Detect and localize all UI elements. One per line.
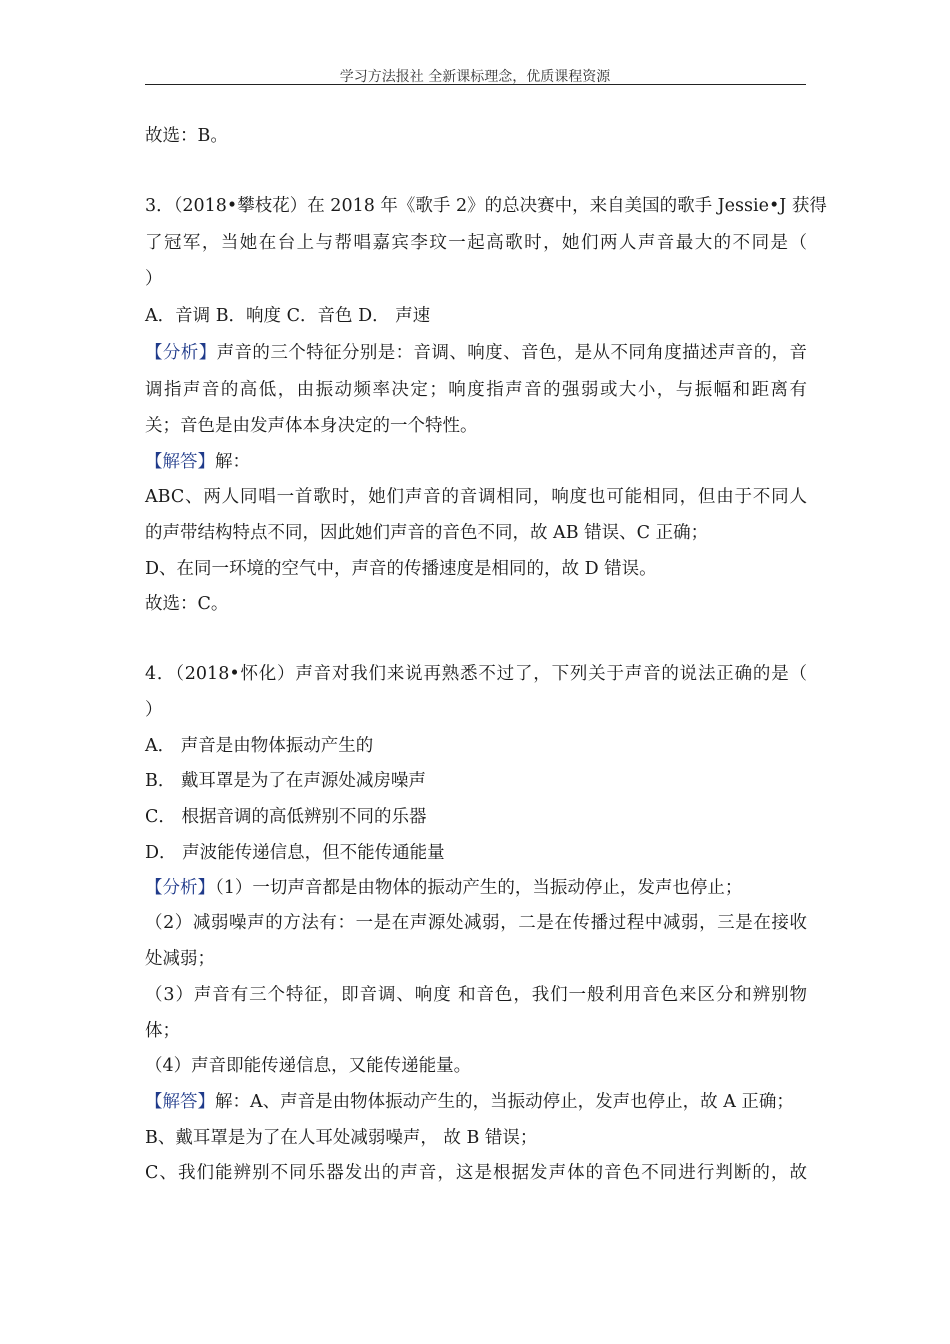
analysis-tag: 【分析】 [145,343,217,363]
q4-option-b: B． 戴耳罩是为了在声源处减房噪声 [145,771,426,791]
q4-analysis-line-3: 处减弱； [145,949,215,969]
q4-solution-text: 解：A、声音是由物体振动产生的，当振动停止，发声也停止，故 A 正确； [215,1092,794,1112]
q3-stem-line-1: 3．（2018•攀枝花）在 2018 年《歌手 2》的总决赛中，来自美国的歌手 Jessie•J 获得 [145,196,827,216]
header-rule [145,84,806,85]
q3-analysis-line-1 [145,341,807,365]
q3-analysis-line-3: 关；音色是由发声体本身决定的一个特性。 [145,416,478,436]
q3-solution-line-1 [145,450,807,474]
q3-solution-text: 解： [215,452,250,472]
q2-answer-line: 故选：B。 [145,126,228,146]
q4-analysis-line-1 [145,876,807,900]
q3-answer-line: 故选：C。 [145,594,229,614]
q3-stem-line-2: 了冠军，当她在台上与帮唱嘉宾李玟一起高歌时，她们两人声音最大的不同是（ [145,233,807,253]
q4-analysis-line-2: （2）减弱噪声的方法有：一是在声源处减弱，二是在传播过程中减弱，三是在接收 [145,913,807,933]
analysis-tag: 【分析】 [145,878,215,898]
q3-options: A．音调 B．响度 C．音色 D． 声速 [145,306,431,326]
q4-option-d: D． 声波能传递信息，但不能传通能量 [145,843,445,863]
q3-solution-line-2: ABC、两人同唱一首歌时，她们声音的音调相同，响度也可能相同，但由于不同人 [145,487,807,507]
q3-stem-line-3: ） [145,269,163,289]
page-header: 学习方法报社 全新课标理念，优质课程资源 [339,69,611,85]
q4-solution-line-3: C、我们能辨别不同乐器发出的声音，这是根据发声体的音色不同进行判断的，故 [145,1163,807,1183]
q4-analysis-line-6: （4）声音即能传递信息，又能传递能量。 [145,1056,472,1076]
q3-solution-line-4: D、在同一环境的空气中，声音的传播速度是相同的，故 D 错误。 [145,559,657,579]
q3-analysis-text: 声音的三个特征分别是：音调、响度、音色，是从不同角度描述声音的，音 [216,343,808,363]
q4-option-a: A． 声音是由物体振动产生的 [145,736,374,756]
q3-analysis-line-2: 调指声音的高低，由振动频率决定；响度指声音的强弱或大小，与振幅和距离有 [145,380,807,400]
q4-analysis-text: （1）一切声音都是由物体的振动产生的，当振动停止，发声也停止； [215,878,743,898]
q4-stem-line-1: 4．（2018•怀化）声音对我们来说再熟悉不过了，下列关于声音的说法正确的是（ [145,664,807,684]
q4-analysis-line-5: 体； [145,1021,180,1041]
q4-solution-line-1 [145,1090,807,1114]
solution-tag: 【解答】 [145,1092,215,1112]
solution-tag: 【解答】 [145,452,215,472]
q4-analysis-line-4: （3）声音有三个特征，即音调、响度 和音色，我们一般利用音色来区分和辨别物 [145,985,807,1005]
q3-solution-line-3: 的声带结构特点不同，因此她们声音的音色不同，故 AB 错误、C 正确； [145,523,709,543]
q4-option-c: C． 根据音调的高低辨别不同的乐器 [145,807,427,827]
q4-stem-line-2: ） [145,700,163,720]
q4-solution-line-2: B、戴耳罩是为了在人耳处减弱噪声， 故 B 错误； [145,1128,538,1148]
